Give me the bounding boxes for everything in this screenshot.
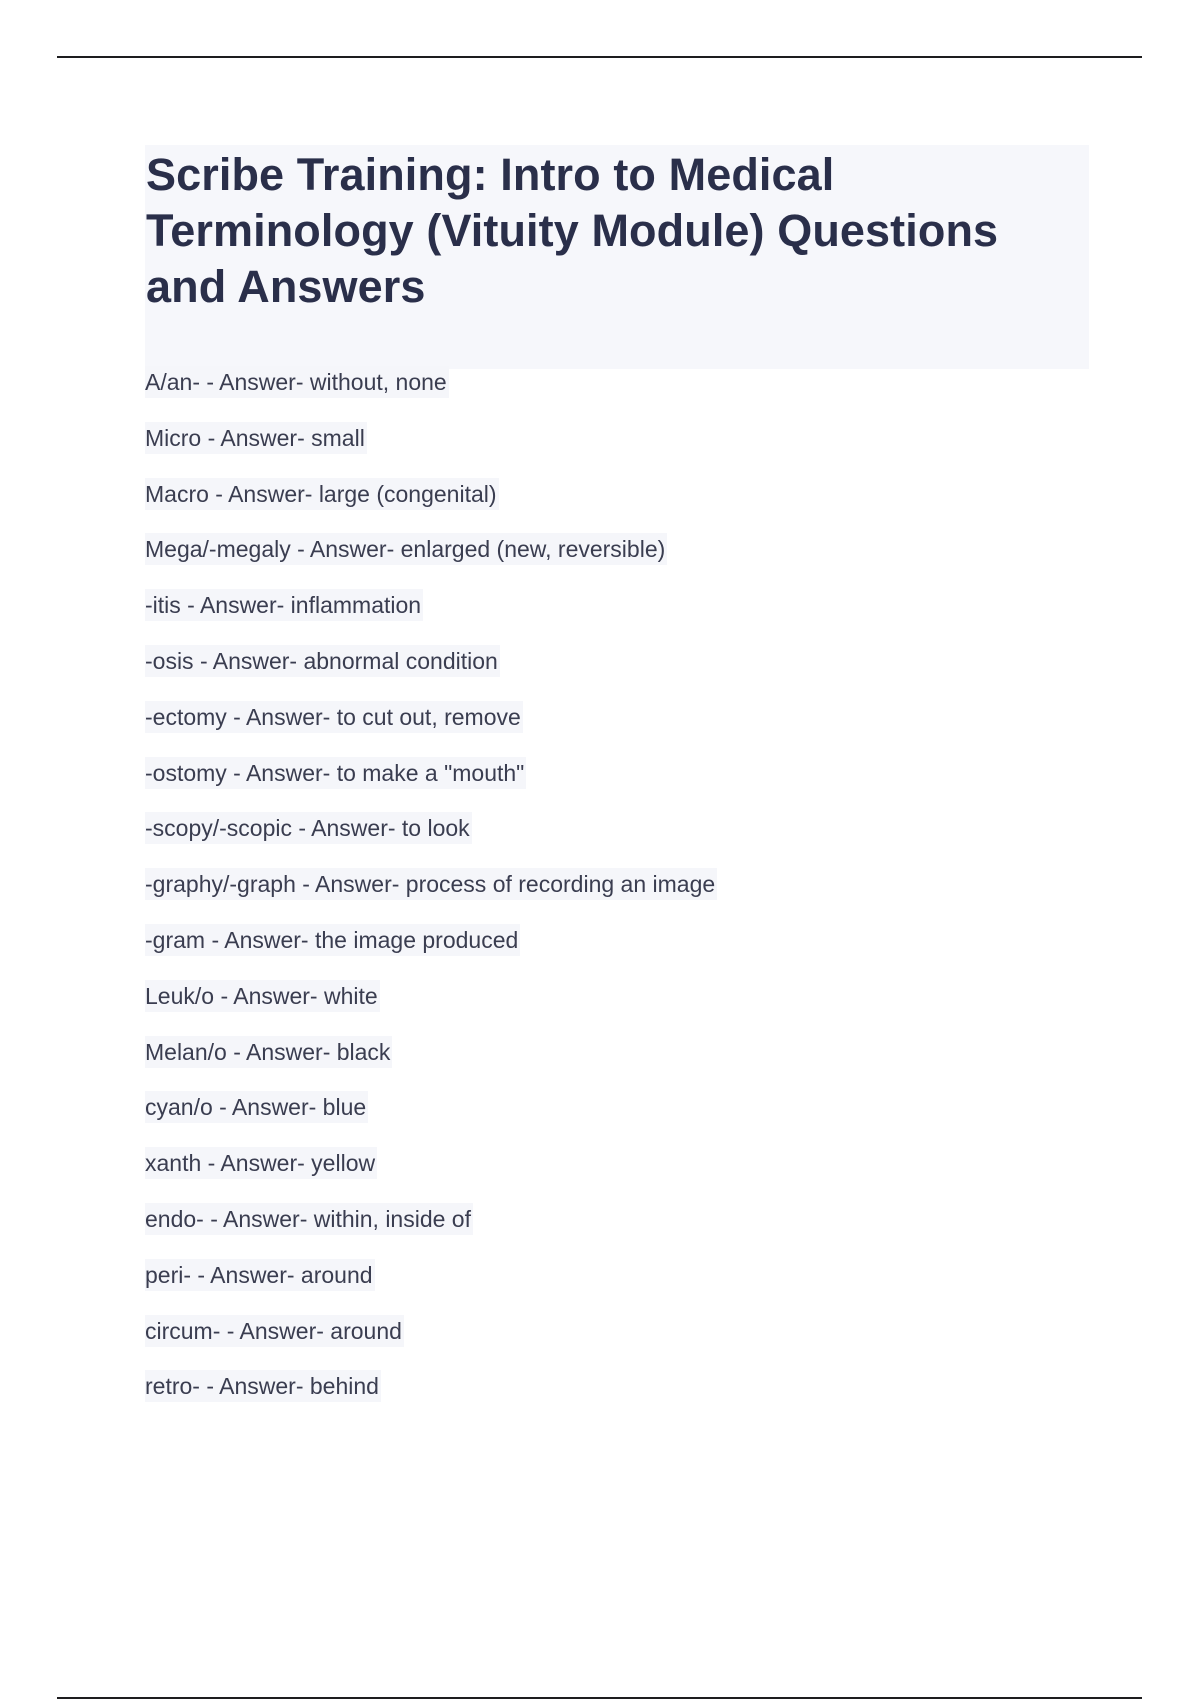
- list-item: [145, 1147, 717, 1203]
- list-item: [145, 701, 717, 757]
- list-item: [145, 1091, 717, 1147]
- list-item: [145, 1315, 717, 1371]
- top-divider: [57, 56, 1142, 58]
- qa-text: A/an- - Answer- without, none: [145, 366, 449, 398]
- list-item: [145, 924, 717, 980]
- qa-text: Mega/-megaly - Answer- enlarged (new, reversible): [145, 533, 667, 565]
- list-item: [145, 1203, 717, 1259]
- qa-text: Micro - Answer- small: [145, 422, 367, 454]
- qa-text: retro- - Answer- behind: [145, 1370, 381, 1402]
- qa-text: endo- - Answer- within, inside of: [145, 1203, 473, 1235]
- qa-text: Leuk/o - Answer- white: [145, 980, 380, 1012]
- qa-text: Macro - Answer- large (congenital): [145, 478, 499, 510]
- qa-text: -gram - Answer- the image produced: [145, 924, 520, 956]
- page-title: Scribe Training: Intro to Medical Terminology (Vituity Module) Questions and Answers: [146, 149, 999, 312]
- list-item: [145, 812, 717, 868]
- qa-text: -ectomy - Answer- to cut out, remove: [145, 701, 523, 733]
- list-item: [145, 478, 717, 534]
- list-item: [145, 422, 717, 478]
- list-item: [145, 645, 717, 701]
- qa-text: Melan/o - Answer- black: [145, 1036, 392, 1068]
- list-item: [145, 533, 717, 589]
- list-item: [145, 1259, 717, 1315]
- qa-text: peri- - Answer- around: [145, 1259, 375, 1291]
- qa-text: -itis - Answer- inflammation: [145, 589, 423, 621]
- bottom-divider: [57, 1697, 1142, 1699]
- qa-text: -scopy/-scopic - Answer- to look: [145, 812, 472, 844]
- list-item: [145, 1036, 717, 1092]
- list-item: [145, 868, 717, 924]
- qa-text: xanth - Answer- yellow: [145, 1147, 377, 1179]
- list-item: [145, 1370, 717, 1426]
- qa-text: circum- - Answer- around: [145, 1315, 404, 1347]
- qa-text: cyan/o - Answer- blue: [145, 1091, 368, 1123]
- qa-text: -graphy/-graph - Answer- process of recording an image: [145, 868, 717, 900]
- list-item: [145, 366, 717, 422]
- qa-text: -osis - Answer- abnormal condition: [145, 645, 500, 677]
- list-item: [145, 757, 717, 813]
- list-item: [145, 589, 717, 645]
- title-block: [145, 145, 1089, 369]
- qa-text: -ostomy - Answer- to make a "mouth": [145, 757, 526, 789]
- list-item: [145, 980, 717, 1036]
- qa-list: [145, 366, 717, 1426]
